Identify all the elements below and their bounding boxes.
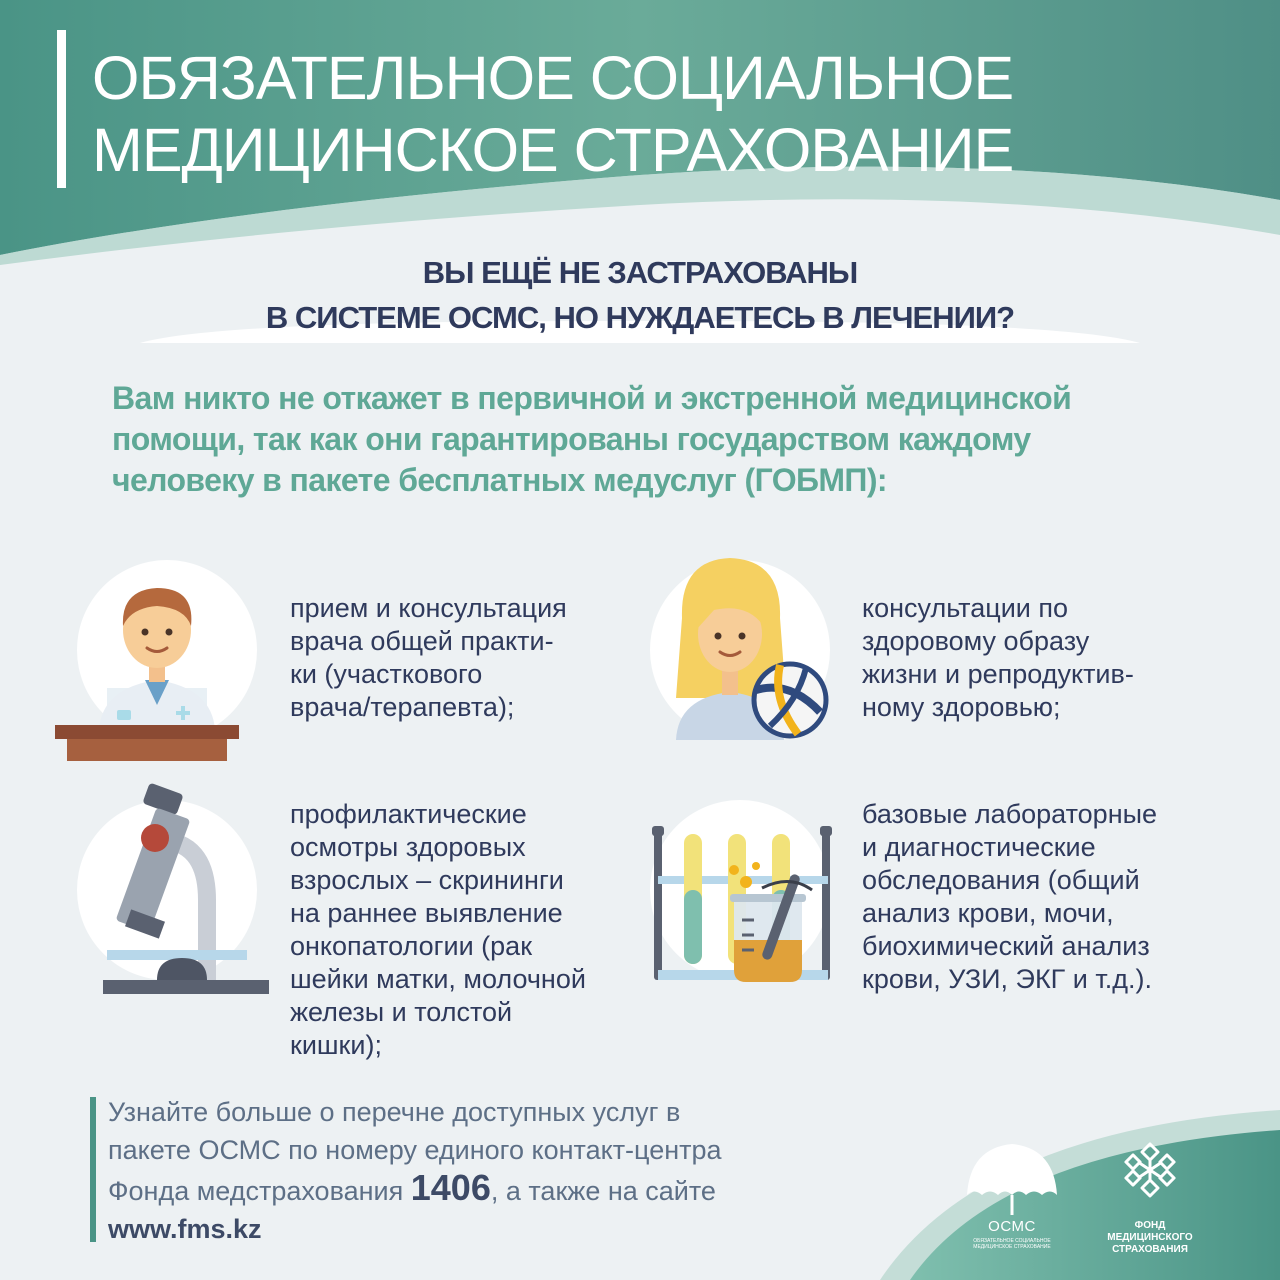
footer-accent-bar (90, 1097, 96, 1242)
website-link[interactable]: www.fms.kz (108, 1214, 262, 1244)
doctor-icon (57, 530, 277, 760)
service-item-line: консультации по (862, 593, 1069, 623)
service-item-line: врача общей практи- (290, 626, 554, 656)
microscope-icon (57, 770, 277, 1000)
microscope-icon-circle (77, 800, 257, 980)
service-item-line: ки (участкового (290, 659, 483, 689)
question-line: В СИСТЕМЕ ОСМС, НО НУЖДАЕТЕСЬ В ЛЕЧЕНИИ? (265, 300, 1015, 335)
service-item-line: анализ крови, мочи, (862, 898, 1114, 928)
fund-snowflake-logo-icon (1120, 1140, 1180, 1200)
fund-logo-name (1088, 1220, 1212, 1256)
service-item-line: базовые лабораторные (862, 799, 1158, 829)
osms-logo-name: ОСМС (988, 1218, 1036, 1235)
fund-logo-name-line: ФОНД (1134, 1220, 1166, 1231)
footer-line: Узнайте больше о перечне доступных услуг в (108, 1097, 681, 1127)
fund-logo-name-line: МЕДИЦИНСКОГО (1107, 1232, 1193, 1243)
lead-line: человеку в пакете бесплатных медуслуг (ГОБМП): (112, 462, 887, 498)
service-item-line: прием и консультация (290, 593, 567, 623)
contact-phone-number[interactable]: 1406 (410, 1167, 491, 1208)
footer-line: пакете ОСМС по номеру единого контакт-центра (108, 1135, 722, 1165)
service-item-line: крови, УЗИ, ЭКГ и т.д.). (862, 964, 1153, 994)
page-title (92, 42, 1192, 186)
lab-test-tubes-icon (630, 770, 850, 1000)
question-line: ВЫ ЕЩЁ НЕ ЗАСТРАХОВАНЫ (422, 255, 858, 290)
footer-line-suffix: , а также на сайте (490, 1176, 716, 1206)
service-item-line: онкопатологии (рак (290, 931, 533, 961)
osms-logo-subtitle-line: МЕДИЦИНСКОЕ СТРАХОВАНИЕ (973, 1244, 1051, 1250)
service-item-line: обследования (общий (862, 865, 1140, 895)
lead-line: Вам никто не откажет в первичной и экстренной медицинской (112, 380, 1072, 416)
footer-contact-info (108, 1093, 868, 1248)
service-item-line: осмотры здоровых (290, 832, 526, 862)
service-item-gp-consultation (290, 592, 567, 724)
service-item-line: профилактические (290, 799, 527, 829)
service-item-line: ному здоровью; (862, 692, 1061, 722)
page-title-line: ОБЯЗАТЕЛЬНОЕ СОЦИАЛЬНОЕ (92, 44, 1014, 112)
woman-volleyball-icon (630, 530, 850, 760)
osms-logo-subtitle (962, 1238, 1062, 1250)
service-item-lab-diagnostics (862, 798, 1157, 996)
service-item-healthy-lifestyle (862, 592, 1134, 724)
service-item-line: железы и толстой (290, 997, 513, 1027)
lead-paragraph (112, 378, 1232, 501)
question-heading (140, 250, 1140, 340)
service-item-line: врача/терапевта); (290, 692, 515, 722)
fund-logo-name-line: СТРАХОВАНИЯ (1112, 1244, 1188, 1255)
woman-volleyball-icon-circle (650, 560, 830, 740)
footer-line-prefix: Фонда медстрахования (108, 1176, 411, 1206)
service-item-line: жизни и репродуктив- (862, 659, 1134, 689)
service-item-screenings (290, 798, 586, 1062)
service-item-line: шейки матки, молочной (290, 964, 586, 994)
footer-line (108, 1169, 868, 1210)
service-item-line: взрослых – скрининги (290, 865, 564, 895)
service-item-line: на раннее выявление (290, 898, 563, 928)
service-item-line: здоровому образу (862, 626, 1090, 656)
lab-icon-circle (650, 800, 830, 980)
service-item-line: кишки); (290, 1030, 382, 1060)
osms-logo-subtitle-line: ОБЯЗАТЕЛЬНОЕ СОЦИАЛЬНОЕ (973, 1238, 1051, 1244)
service-item-line: и диагностические (862, 832, 1096, 862)
service-item-line: биохимический анализ (862, 931, 1150, 961)
doctor-icon-circle (77, 560, 257, 740)
lead-line: помощи, так как они гарантированы государством каждому (112, 421, 1031, 457)
title-accent-bar (57, 30, 66, 188)
page-title-line: МЕДИЦИНСКОЕ СТРАХОВАНИЕ (92, 116, 1014, 184)
